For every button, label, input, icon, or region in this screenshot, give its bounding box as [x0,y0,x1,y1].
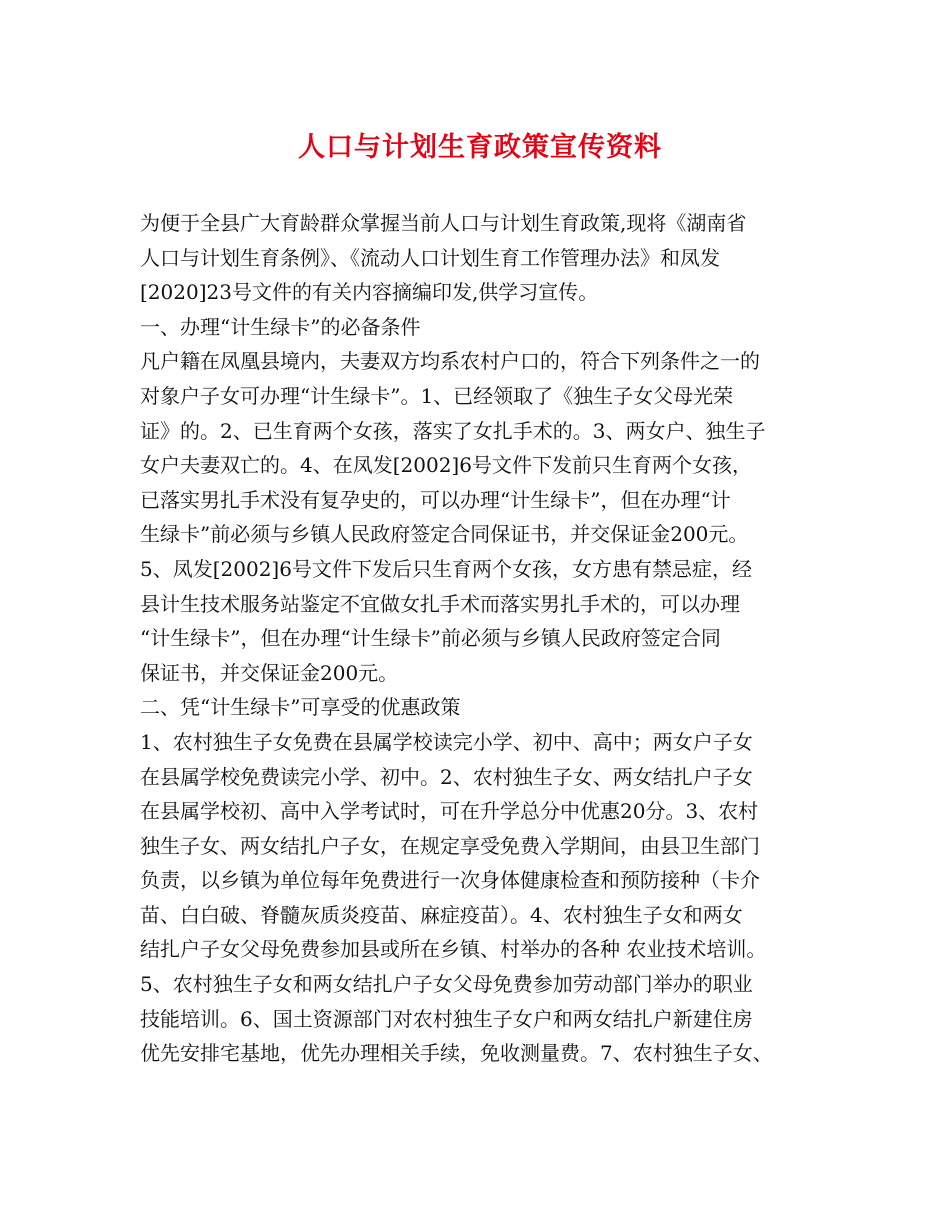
body-line: 结扎户子女父母免费参加县或所在乡镇、村举办的各种 农业技术培训。 [140,937,767,962]
body-line: 为便于全县广大育龄群众掌握当前人口与计划生育政策,现将《湖南省 [140,211,747,235]
body-line: 证》的。2、已生育两个女孩，落实了女扎手术的。3、两女户、独生子 [140,418,766,443]
body-line: 5、农村独生子女和两女结扎户子女父母免费参加劳动部门举办的职业 [140,972,753,997]
body-line: [2020]23号文件的有关内容摘编印发,供学习宣传。 [140,280,599,305]
body-line: 对象户子女可办理“计生绿卡”。1、已经领取了《独生子女父母光荣 [140,383,734,408]
document-body [140,206,820,1071]
body-line: 女户夫妻双亡的。4、在凤发[2002]6号文件下发前只生育两个女孩， [140,453,752,478]
body-line: 1、农村独生子女免费在县属学校读完小学、初中、高中；两女户子女 [140,729,753,754]
document-title: 人口与计划生育政策宣传资料 [298,132,662,163]
body-line: 在县属学校初、高中入学考试时，可在升学总分中优惠20分。3、农村 [140,799,759,824]
body-line: 保证书，并交保证金200元。 [140,660,399,685]
body-line: 5、凤发[2002]6号文件下发后只生育两个女孩，女方患有禁忌症，经 [140,556,752,581]
body-line: 生绿卡”前必须与乡镇人民政府签定合同保证书，并交保证金200元。 [140,522,749,547]
body-line: “计生绿卡”，但在办理“计生绿卡”前必须与乡镇人民政府签定合同 [140,626,721,651]
body-line: 县计生技术服务站鉴定不宜做女扎手术而落实男扎手术的，可以办理 [140,591,740,616]
section-heading-1: 一、办理“计生绿卡”的必备条件 [140,314,421,339]
body-line: 在县属学校免费读完小学、初中。2、农村独生子女、两女结扎户子女 [140,764,753,789]
body-line: 人口与计划生育条例》、《流动人口计划生育工作管理办法》和凤发 [140,245,720,270]
body-line: 优先安排宅基地，优先办理相关手续，免收测量费。7、农村独生子女、 [140,1041,773,1066]
body-line: 已落实男扎手术没有复孕史的，可以办理“计生绿卡”，但在办理“计 [140,487,731,512]
body-line: 苗、白白破、脊髓灰质炎疫苗、麻症疫苗）。4、农村独生子女和两女 [140,902,743,927]
body-line: 负责，以乡镇为单位每年免费进行一次身体健康检查和预防接种（卡介 [140,868,760,893]
body-line: 技能培训。6、国土资源部门对农村独生子女户和两女结扎户新建住房 [140,1006,753,1031]
section-heading-2: 二、凭“计生绿卡”可享受的优惠政策 [140,695,461,720]
body-line: 凡户籍在凤凰县境内，夫妻双方均系农村户口的，符合下列条件之一的 [140,349,760,374]
body-line: 独生子女、两女结扎户子女，在规定享受免费入学期间，由县卫生部门 [140,833,760,858]
